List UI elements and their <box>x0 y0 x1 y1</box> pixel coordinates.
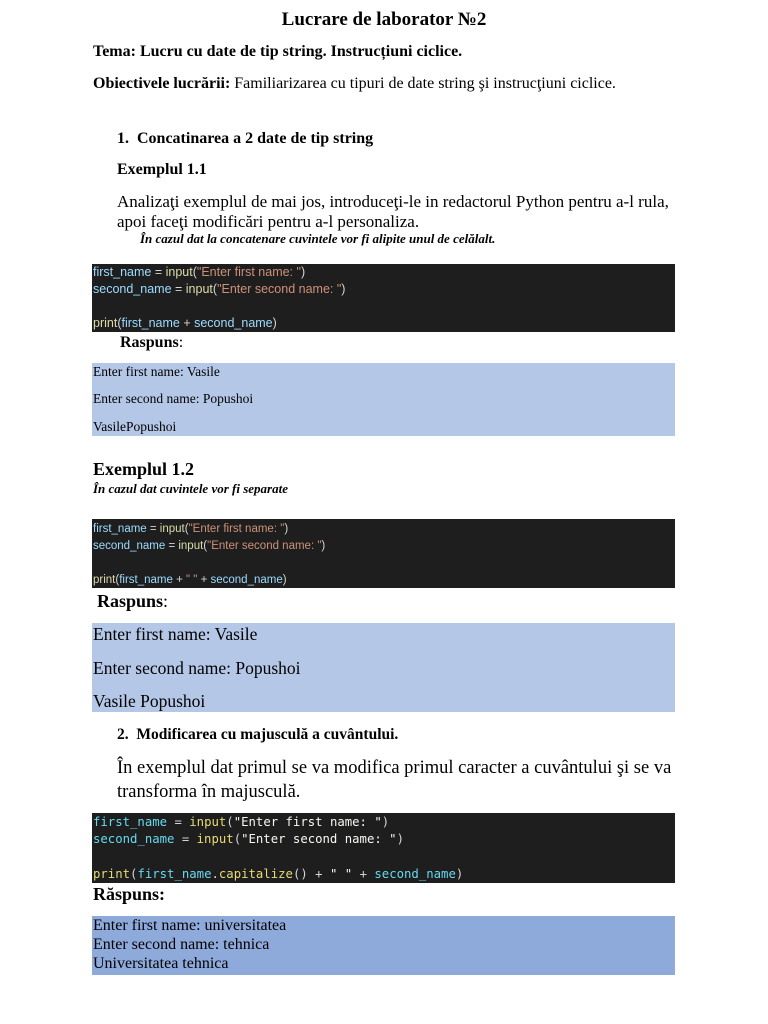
answer-label-1-2: Raspuns: <box>97 591 169 611</box>
output-line: VasilePopushoi <box>93 419 177 434</box>
output-block-1-2 <box>92 623 675 712</box>
example-1-1-note: În cazul dat la concatenare cuvintele vor fi alipite unul de celălalt. <box>140 231 496 246</box>
output-line: Vasile Popushoi <box>93 691 206 711</box>
code-block-2 <box>92 813 675 883</box>
tema-line <box>93 43 462 61</box>
code-line: second_name = input("Enter second name: ") <box>93 832 404 846</box>
code-block-1-1 <box>92 264 675 332</box>
example-1-1-description: Analizaţi exemplul de mai jos, introduceţi-le in redactorul Python pentru a-l rula, apoi faceţi modificări pentru a-l personaliza. <box>117 192 669 231</box>
code-line: print(first_name + second_name) <box>93 316 277 330</box>
output-block-1-1 <box>92 363 675 436</box>
code-block-1-2 <box>92 519 675 588</box>
output-line: Enter second name: tehnica <box>93 936 270 953</box>
section1-title: Concatinarea a 2 date de tip string <box>137 130 374 147</box>
section2-title: Modificarea cu majusculă a cuvântului. <box>136 726 399 743</box>
output-line: Enter first name: Vasile <box>93 624 258 644</box>
example-1-1-title: Exemplul 1.1 <box>117 161 207 178</box>
output-line: Enter second name: Popushoi <box>93 391 254 406</box>
objectives-paragraph <box>93 74 653 93</box>
code-line: second_name = input("Enter second name: ") <box>93 540 326 552</box>
output-block-2 <box>92 916 675 975</box>
code-line: print(first_name + " " + second_name) <box>93 574 287 586</box>
code-line: first_name = input("Enter first name: ") <box>93 265 306 279</box>
code-line: first_name = input("Enter first name: ") <box>93 815 390 829</box>
objectives-text: Familiarizarea cu tipuri de date string şi instrucţiuni ciclice. <box>234 75 616 92</box>
output-line: Enter second name: Popushoi <box>93 658 301 678</box>
example-1-2-title: Exemplul 1.2 <box>93 459 195 479</box>
tema-label: Tema: <box>93 43 136 60</box>
answer-label-2: Răspuns: <box>93 884 166 904</box>
tema-text: Lucru cu date de tip string. Instrucțiuni ciclice. <box>139 43 463 60</box>
page-title: Lucrare de laborator №2 <box>281 9 487 30</box>
output-line: Enter first name: Vasile <box>93 364 220 379</box>
section2-heading <box>117 726 398 744</box>
objectives-label: Obiectivele lucrării: <box>93 75 231 92</box>
code-line: print(first_name.capitalize() + " " + second_name) <box>93 867 464 881</box>
section1-heading <box>117 130 373 148</box>
code-line: first_name = input("Enter first name: ") <box>93 523 289 535</box>
example-1-2-note: În cazul dat cuvintele vor fi separate <box>93 481 288 496</box>
answer-label-1-1: Raspuns: <box>120 334 184 351</box>
section2-description: În exemplul dat primul se va modifica primul caracter a cuvântului şi se va transforma în majusculă. <box>117 758 672 802</box>
output-line: Universitatea tehnica <box>93 955 229 972</box>
code-line: second_name = input("Enter second name: ") <box>93 282 346 296</box>
section2-number: 2. <box>117 726 129 743</box>
output-line: Enter first name: universitatea <box>93 917 287 934</box>
section1-number: 1. <box>117 130 129 147</box>
